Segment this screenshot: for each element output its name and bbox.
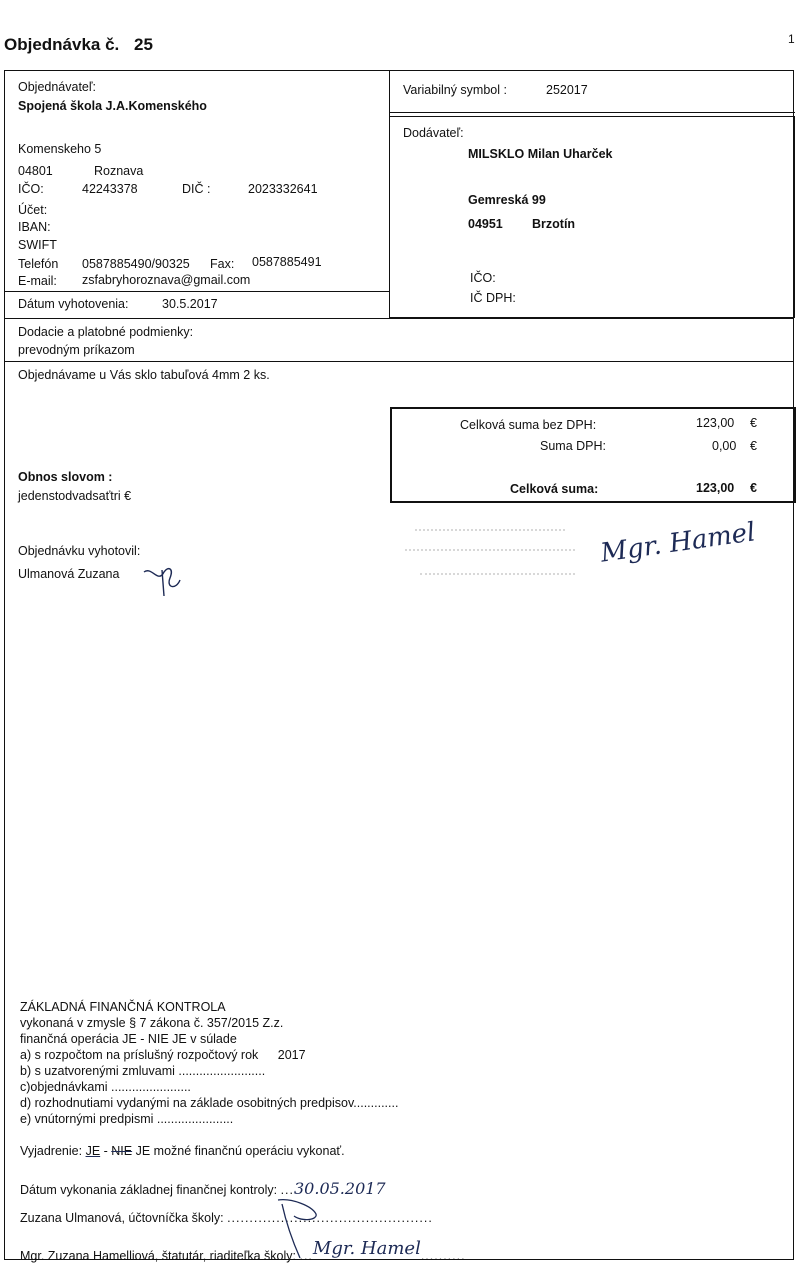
buyer-email-label: E-mail: [18, 274, 57, 288]
buyer-city: Roznava [94, 164, 144, 178]
variable-symbol-label: Variabilný symbol : [403, 83, 507, 97]
order-title [4, 35, 153, 55]
buyer-name: Spojená škola J.A.Komenského [18, 99, 207, 113]
control-item-d: d) rozhodnutiami vydanými na základe osobitných predpisov............. [20, 1096, 399, 1110]
supplier-label: Dodávateľ: [403, 126, 464, 140]
net-amount: 123,00 [696, 416, 735, 430]
buyer-account-label: Účet: [18, 203, 48, 217]
supplier-city: Brzotín [532, 217, 576, 231]
order-number: 25 [134, 35, 153, 54]
initials-signature [140, 562, 185, 600]
control-year: 2017 [277, 1048, 306, 1062]
control-date-value: 30.05.2017 [294, 1179, 386, 1198]
buyer-swift-label: SWIFT [18, 238, 57, 252]
buyer-phone-label: Telefón [18, 257, 59, 271]
accountant-label: Zuzana Ulmanová, účtovníčka školy: [20, 1211, 224, 1225]
statement-je: JE [85, 1144, 101, 1158]
control-item-c: c)objednávkami ....................... [20, 1080, 191, 1094]
buyer-date: 30.5.2017 [162, 297, 218, 311]
page-number: 1 [788, 32, 795, 46]
buyer-zip: 04801 [18, 164, 53, 178]
buyer-dic: 2023332641 [248, 182, 318, 196]
divider [4, 291, 390, 292]
vat-currency: € [750, 439, 757, 453]
buyer-ico: 42243378 [82, 182, 138, 196]
buyer-dic-label: DIČ : [182, 182, 211, 196]
statement-nie: NIE [111, 1144, 133, 1158]
total-currency: € [750, 481, 757, 495]
supplier-ico-label: IČO: [470, 271, 496, 285]
control-statement [20, 1144, 345, 1158]
director-line: Mgr. Zuzana Hamelliová, štatutár, riaditeľka školy: ...Mgr. Hamel.......... [20, 1238, 466, 1263]
terms-value: prevodným príkazom [18, 343, 135, 357]
created-by-name: Ulmanová Zuzana [18, 567, 120, 581]
director-signature: Mgr. Hamel [598, 517, 758, 569]
supplier-icdph-label: IČ DPH: [470, 291, 516, 305]
words-label: Obnos slovom : [18, 470, 113, 484]
buyer-phone: 0587885490/90325 [82, 257, 190, 271]
divider [4, 318, 794, 319]
net-label: Celková suma bez DPH: [460, 418, 597, 432]
buyer-iban-label: IBAN: [18, 220, 51, 234]
order-text: Objednávame u Vás sklo tabuľová 4mm 2 ks. [18, 368, 270, 382]
control-date: Dátum vykonania základnej finančnej kontroly: ...30.05.2017 [20, 1179, 386, 1198]
control-date-label: Dátum vykonania základnej finančnej kontroly: [20, 1183, 278, 1197]
director-sig-text: Mgr. Hamel [312, 1238, 421, 1259]
statement-rest: JE možné finančnú operáciu vykonať. [135, 1144, 345, 1158]
buyer-label: Objednávateľ: [18, 80, 97, 94]
terms-label: Dodacie a platobné podmienky: [18, 325, 194, 339]
net-currency: € [750, 416, 757, 430]
divider [389, 112, 795, 113]
words-value: jedenstodvadsaťtri € [18, 489, 132, 503]
vat-amount: 0,00 [712, 439, 737, 453]
supplier-name: MILSKLO Milan Uharček [468, 147, 613, 161]
control-item-a-text: a) s rozpočtom na príslušný rozpočtový rok [20, 1048, 259, 1062]
variable-symbol: 252017 [546, 83, 588, 97]
control-line2: finančná operácia JE - NIE JE v súlade [20, 1032, 237, 1046]
vat-label: Suma DPH: [540, 439, 606, 453]
control-line1: vykonaná v zmysle § 7 zákona č. 357/2015 Z.z. [20, 1016, 284, 1030]
buyer-ico-label: IČO: [18, 182, 44, 196]
total-label: Celková suma: [510, 482, 599, 496]
control-item-b: b) s uzatvorenými zmluvami ......................... [20, 1064, 266, 1078]
control-item-a [20, 1048, 306, 1062]
buyer-fax-label: Fax: [210, 257, 235, 271]
buyer-street: Komenskeho 5 [18, 142, 102, 156]
buyer-email: zsfabryhoroznava@gmail.com [82, 273, 251, 287]
faded-stamp [405, 525, 580, 587]
accountant-line: Zuzana Ulmanová, účtovníčka školy: .............................................. [20, 1211, 433, 1225]
statement-label: Vyjadrenie: [20, 1144, 83, 1158]
statement-separator: - [100, 1144, 112, 1158]
buyer-date-label: Dátum vyhotovenia: [18, 297, 129, 311]
director-label: Mgr. Zuzana Hamelliová, štatutár, riaditeľka školy: [20, 1249, 296, 1263]
supplier-street: Gemreská 99 [468, 193, 546, 207]
total-amount: 123,00 [696, 481, 735, 495]
divider [4, 361, 794, 362]
control-item-e: e) vnútornými predpismi ...................... [20, 1112, 234, 1126]
created-by-label: Objednávku vyhotovil: [18, 544, 141, 558]
buyer-fax: 0587885491 [252, 255, 322, 269]
supplier-zip: 04951 [468, 217, 503, 231]
order-title-label: Objednávka č. [4, 35, 120, 54]
control-title: ZÁKLADNÁ FINANČNÁ KONTROLA [20, 1000, 226, 1014]
